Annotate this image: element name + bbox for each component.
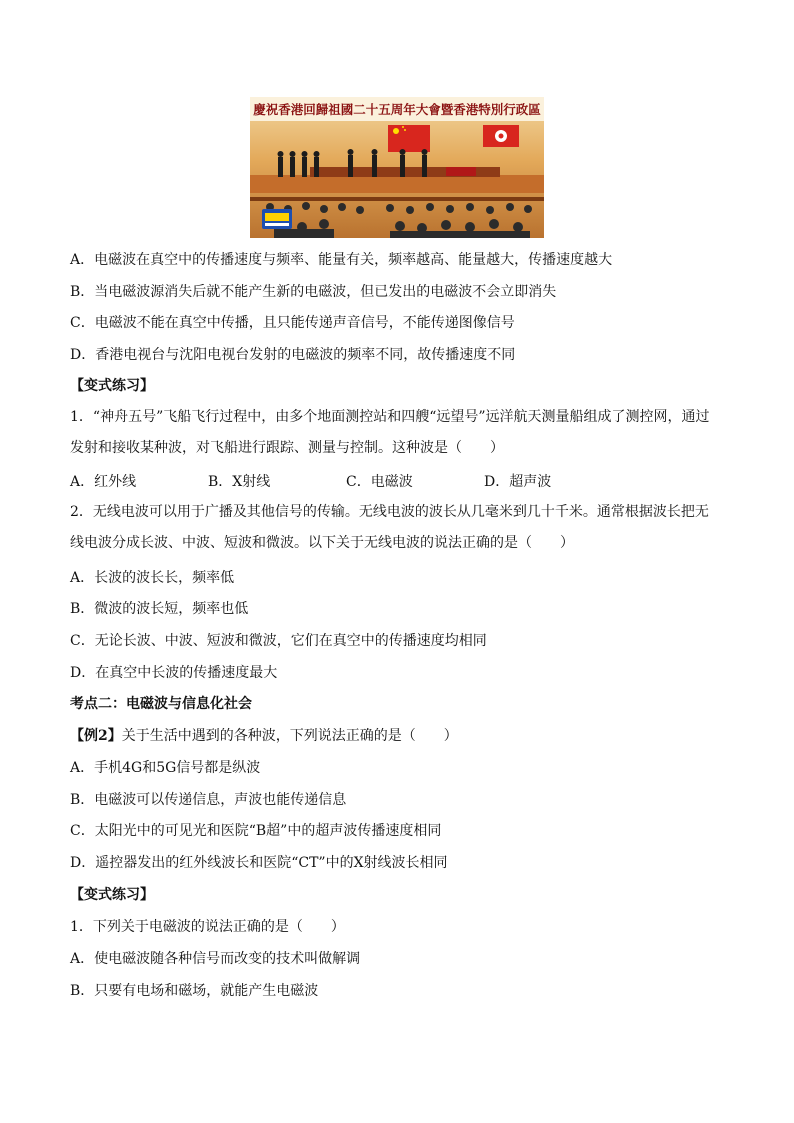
q1-option-a: A．电磁波在真空中的传播速度与频率、能量有关，频率越高、能量越大，传播速度越大 <box>70 252 613 268</box>
section-heading-practice-2: 【变式练习】 <box>70 887 154 903</box>
ex2-option-a: A．手机4G和5G信号都是纵波 <box>70 760 261 776</box>
p1-option-b: B．X射线 <box>208 474 271 490</box>
red-table <box>446 167 476 176</box>
p1-option-a: A．红外线 <box>70 474 137 490</box>
ceremony-photo <box>250 97 544 238</box>
example-2-label: 【例2】 <box>70 728 122 744</box>
example-2-text: 关于生活中遇到的各种波，下列说法正确的是（ ） <box>121 728 458 744</box>
hk-flag <box>483 125 519 147</box>
p1-option-d: D．超声波 <box>484 474 552 490</box>
p2-option-d: D．在真空中长波的传播速度最大 <box>70 665 278 681</box>
p3-option-b: B．只要有电场和磁场，就能产生电磁波 <box>70 983 319 999</box>
q1-option-c: C．电磁波不能在真空中传播，且只能传递声音信号，不能传递图像信号 <box>70 315 515 331</box>
china-flag <box>388 125 430 152</box>
practice-question-3: 1．下列关于电磁波的说法正确的是（ ） <box>70 919 345 935</box>
p2-option-a: A．长波的波长长，频率低 <box>70 570 235 586</box>
example-2-question <box>70 726 458 746</box>
ex2-option-d: D．遥控器发出的红外线波长和医院“CT”中的X射线波长相同 <box>70 855 448 871</box>
q1-option-d: D．香港电视台与沈阳电视台发射的电磁波的频率不同，故传播速度不同 <box>70 347 516 363</box>
topic-heading-2: 考点二：电磁波与信息化社会 <box>70 696 252 712</box>
ex2-option-c: C．太阳光中的可见光和医院“B超”中的超声波传播速度相同 <box>70 823 442 839</box>
section-heading-practice: 【变式练习】 <box>70 378 154 394</box>
practice-question-2: 2．无线电波可以用于广播及其他信号的传输。无线电波的波长从几毫米到几十千米。通常根据波长把无线电波分成长波、中波、短波和微波。以下关于无线电波的说法正确的是（ ） <box>70 504 709 551</box>
p1-option-c: C．电磁波 <box>346 474 413 490</box>
tv-logo-icon <box>262 209 292 229</box>
ex2-option-b: B．电磁波可以传递信息，声波也能传递信息 <box>70 792 347 808</box>
ceremony-scene <box>250 97 544 238</box>
p3-option-a: A．使电磁波随各种信号而改变的技术叫做解调 <box>70 951 361 967</box>
practice-question-1: 1．“神舟五号”飞船飞行过程中，由多个地面测控站和四艘“远望号”远洋航天测量船组成了测控网，通过发射和接收某种波，对飞船进行跟踪、测量与控制。这种波是（ ） <box>70 409 710 456</box>
practice-1-options <box>70 472 551 492</box>
p2-option-c: C．无论长波、中波、短波和微波，它们在真空中的传播速度均相同 <box>70 633 487 649</box>
p2-option-b: B．微波的波长短，频率也低 <box>70 601 249 617</box>
q1-option-b: B．当电磁波源消失后就不能产生新的电磁波，但已发出的电磁波不会立即消失 <box>70 284 557 300</box>
banner-text: 慶祝香港回歸祖國二十五周年大會暨香港特別行政區 <box>253 102 541 117</box>
